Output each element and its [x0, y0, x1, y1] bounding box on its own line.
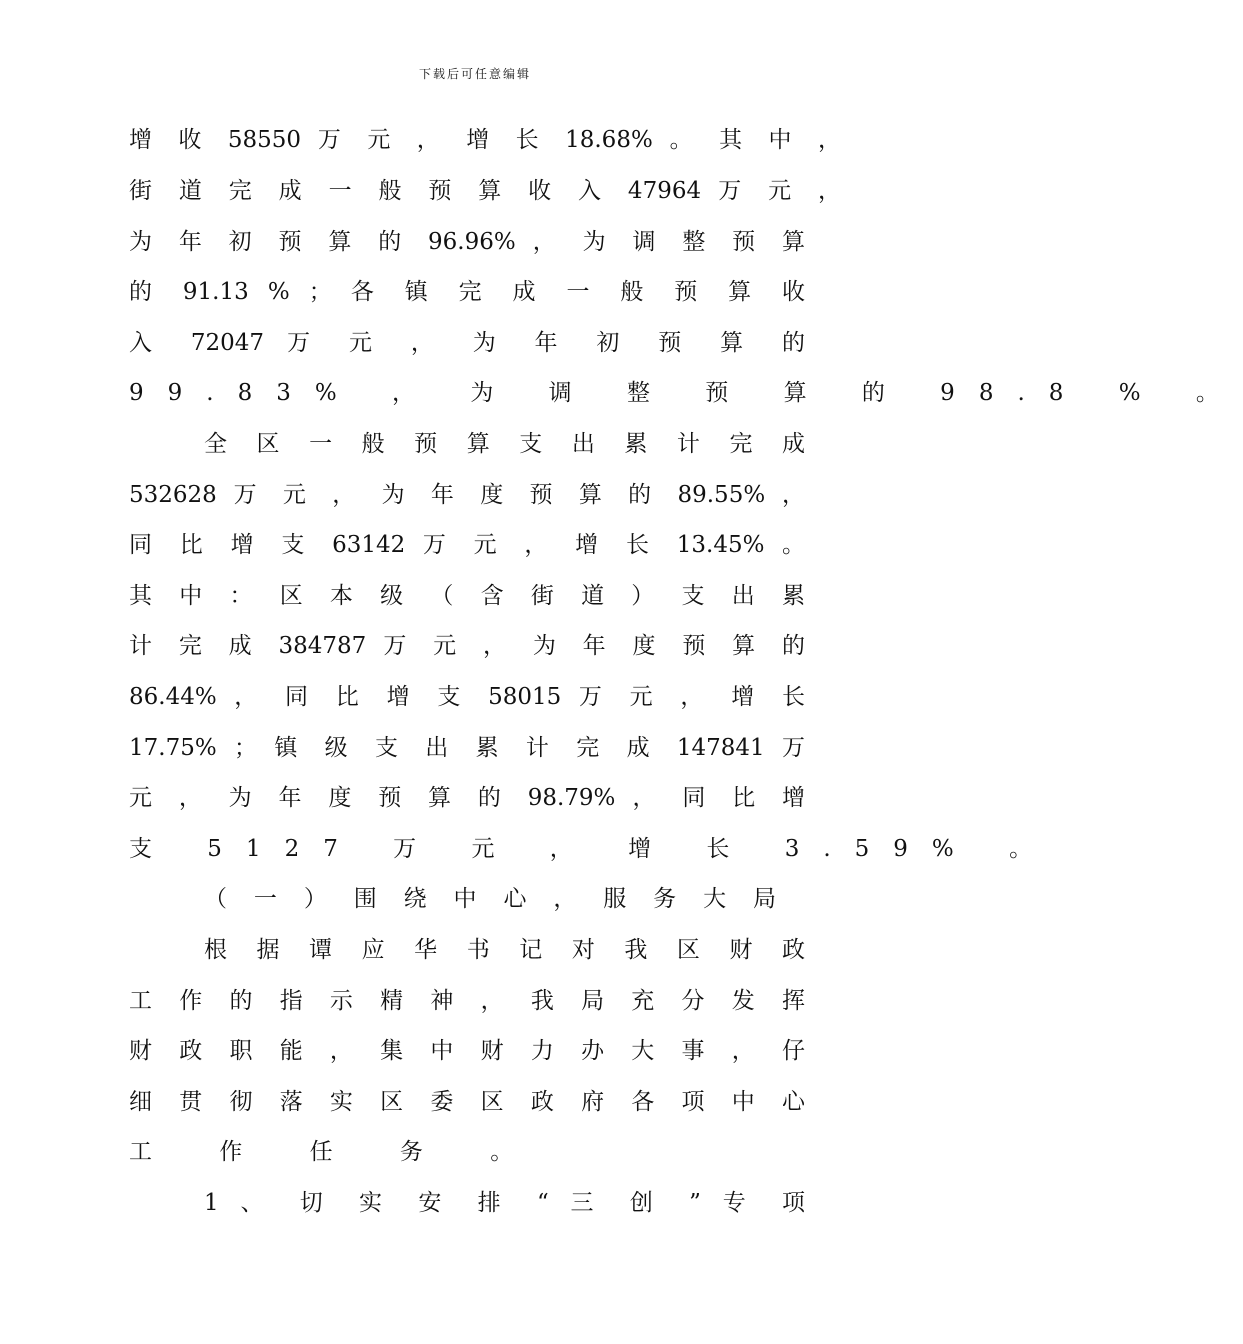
body-line-10: 其 中 ： 区 本 级 （ 含 街 道 ） 支 出 累: [129, 583, 805, 609]
body-line-6: 99.83% ， 为 调 整 预 算 的 98.8 % 。: [129, 380, 1243, 406]
body-line-12: 86.44% ， 同 比 增 支 58015 万 元 ， 增 长: [129, 684, 805, 710]
body-line-9: 同 比 增 支 63142 万 元 ， 增 长 13.45% 。: [129, 532, 805, 558]
body-line-20: 细 贯 彻 落 实 区 委 区 政 府 各 项 中 心: [129, 1089, 805, 1115]
body-line-5: 入 72047 万 元 ， 为 年 初 预 算 的: [129, 330, 805, 356]
body-line-13: 17.75% ； 镇 级 支 出 累 计 完 成 147841 万: [129, 735, 805, 761]
section-heading: （ 一 ） 围 绕 中 心 ， 服 务 大 局: [204, 886, 776, 912]
page-header: 下载后可任意编辑: [418, 67, 531, 81]
body-line-19: 财 政 职 能 ， 集 中 财 力 办 大 事 ， 仔: [129, 1038, 805, 1064]
body-line-1: 增 收 58550 万 元 ， 增 长 18.68% 。 其 中 ，: [129, 127, 841, 153]
body-line-8: 532628 万 元 ， 为 年 度 预 算 的 89.55% ，: [129, 482, 805, 508]
body-line-18: 工 作 的 指 示 精 神 ， 我 局 充 分 发 挥: [129, 988, 805, 1014]
body-line-14: 元 ， 为 年 度 预 算 的 98.79% ， 同 比 增: [129, 785, 805, 811]
body-line-2: 街 道 完 成 一 般 预 算 收 入 47964 万 元 ，: [129, 178, 841, 204]
body-line-15: 支 5127 万 元 ， 增 长 3.59% 。: [129, 836, 1057, 862]
subsection-heading: 1 、 切 实 安 排 “ 三 创 ” 专 项: [204, 1190, 805, 1216]
body-line-3: 为 年 初 预 算 的 96.96% ， 为 调 整 预 算: [129, 229, 805, 255]
body-line-11: 计 完 成 384787 万 元 ， 为 年 度 预 算 的: [129, 633, 805, 659]
body-line-21: 工 作 任 务 。: [129, 1139, 544, 1165]
body-line-7: 全 区 一 般 预 算 支 出 累 计 完 成: [204, 431, 805, 457]
body-line-17: 根 据 谭 应 华 书 记 对 我 区 财 政: [204, 937, 805, 963]
body-line-4: 的 91.13 % ； 各 镇 完 成 一 般 预 算 收: [129, 279, 805, 305]
